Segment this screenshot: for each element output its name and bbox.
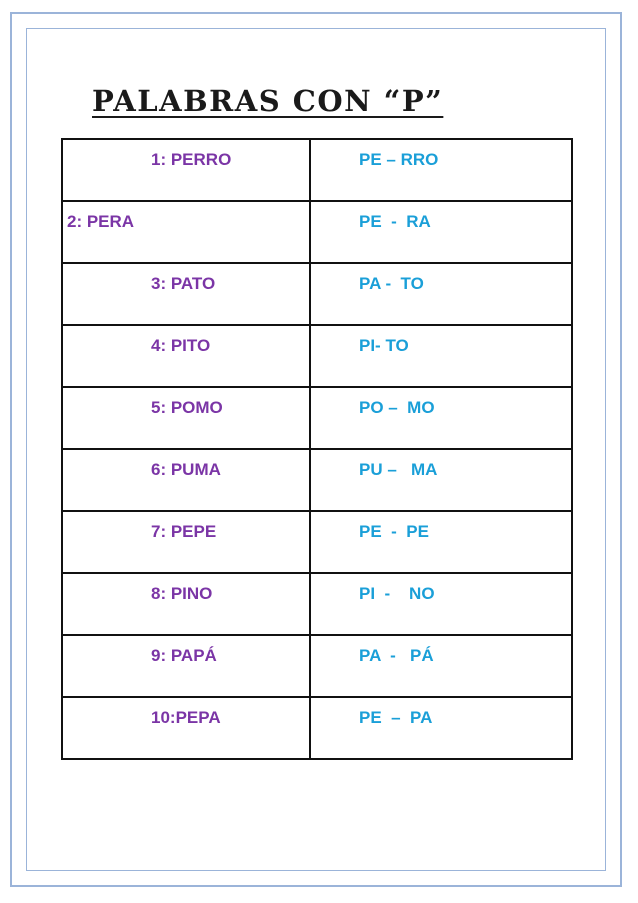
word-cell: 4: PITO: [62, 325, 310, 387]
syllables-cell: PI- TO: [310, 325, 572, 387]
table-row: [62, 635, 572, 697]
table-row: [62, 511, 572, 573]
word-cell: 6: PUMA: [62, 449, 310, 511]
word-cell: 3: PATO: [62, 263, 310, 325]
word-cell: 5: POMO: [62, 387, 310, 449]
syllables-cell: PE – RRO: [310, 139, 572, 201]
table-row: [62, 449, 572, 511]
syllables-cell: PE - PE: [310, 511, 572, 573]
syllables-cell: PA - PÁ: [310, 635, 572, 697]
table-row: [62, 263, 572, 325]
table-row: [62, 325, 572, 387]
table-row: [62, 387, 572, 449]
syllables-cell: PO – MO: [310, 387, 572, 449]
syllables-cell: PU – MA: [310, 449, 572, 511]
word-cell: 8: PINO: [62, 573, 310, 635]
syllables-cell: PA - TO: [310, 263, 572, 325]
words-table: [61, 138, 573, 760]
word-cell: 9: PAPÁ: [62, 635, 310, 697]
word-cell: 10:PEPA: [62, 697, 310, 759]
syllables-cell: PE – PA: [310, 697, 572, 759]
word-cell: 7: PEPE: [62, 511, 310, 573]
page-title: PALABRAS CON “P”: [92, 84, 444, 118]
table-row: [62, 139, 572, 201]
table-row: [62, 573, 572, 635]
word-cell: 2: PERA: [62, 201, 310, 263]
table-row: [62, 201, 572, 263]
table-row: [62, 697, 572, 759]
word-cell: 1: PERRO: [62, 139, 310, 201]
syllables-cell: PI - NO: [310, 573, 572, 635]
syllables-cell: PE - RA: [310, 201, 572, 263]
